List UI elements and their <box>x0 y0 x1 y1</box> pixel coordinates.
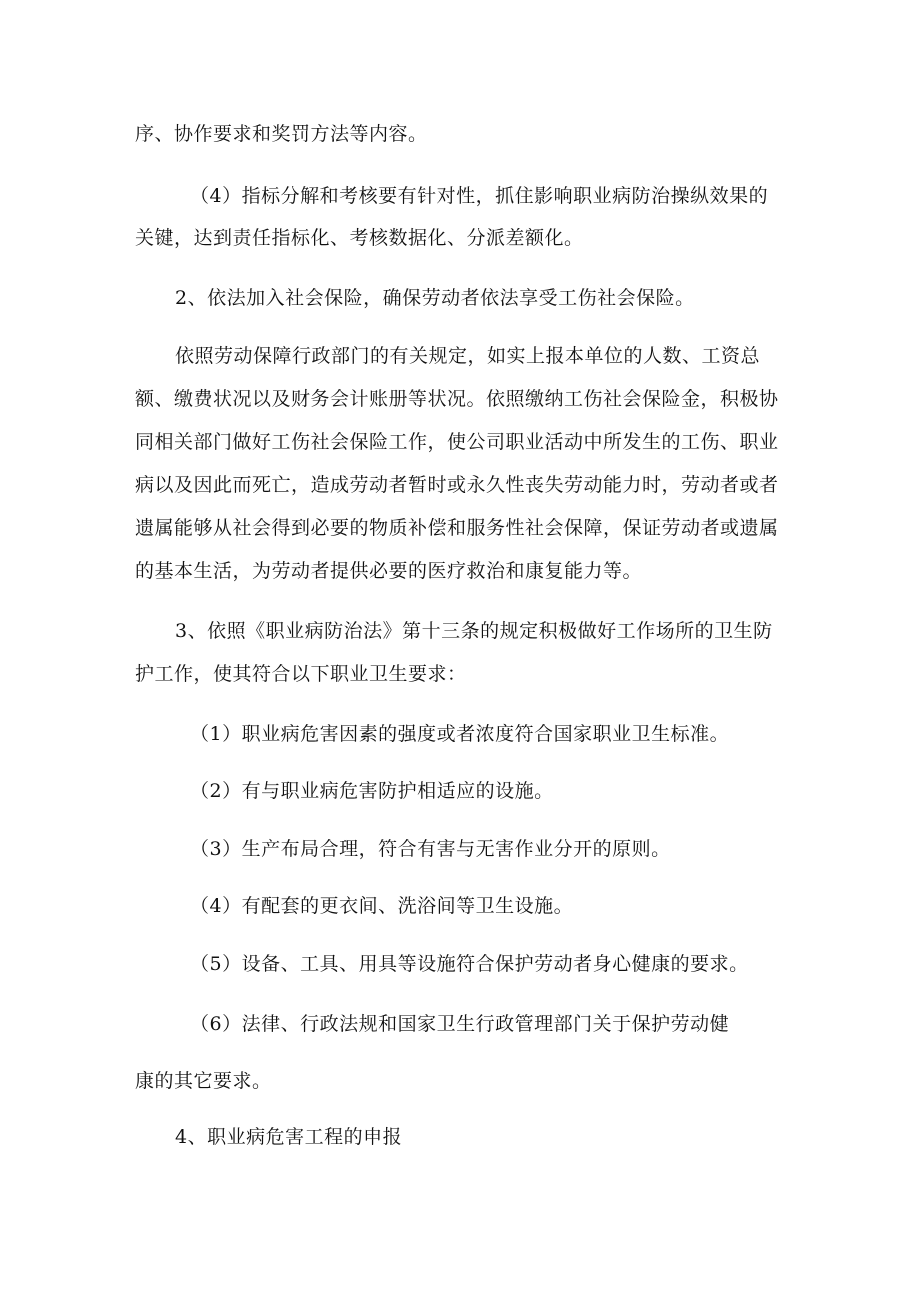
list-item: （5）设备、工具、用具等设施符合保护劳动者身心健康的要求。 <box>190 953 749 975</box>
text-line: 同相关部门做好工伤社会保险工作，使公司职业活动中所发生的工伤、职业 <box>135 431 779 453</box>
list-item: （1）职业病危害因素的强度或者浓度符合国家职业卫生标准。 <box>190 723 730 745</box>
text-line: 3、依照《职业病防治法》第十三条的规定积极做好工作场所的卫生防 <box>175 620 773 642</box>
list-item: （2）有与职业病危害防护相适应的设施。 <box>190 780 554 802</box>
text-line: 关键，达到责任指标化、考核数据化、分派差额化。 <box>135 227 584 249</box>
text-line: 护工作，使其符合以下职业卫生要求： <box>135 663 467 685</box>
list-item: （6）法律、行政法规和国家卫生行政管理部门关于保护劳动健 <box>190 1013 730 1035</box>
text-line: 病以及因此而死亡，造成劳动者暂时或永久性丧失劳动能力时，劳动者或者 <box>135 474 779 496</box>
text-line: 2、依法加入社会保险，确保劳动者依法享受工伤社会保险。 <box>175 287 695 309</box>
text-line: （4）指标分解和考核要有针对性，抓住影响职业病防治操纵效果的 <box>190 185 769 207</box>
text-line: 的基本生活，为劳动者提供必要的医疗救治和康复能力等。 <box>135 560 643 582</box>
text-line: 序、协作要求和奖罚方法等内容。 <box>135 123 428 145</box>
text-line: 康的其它要求。 <box>135 1070 272 1092</box>
text-line: 遗属能够从社会得到必要的物质补偿和服务性社会保障，保证劳动者或遗属 <box>135 517 779 539</box>
list-item: （3）生产布局合理，符合有害与无害作业分开的原则。 <box>190 838 671 860</box>
text-line: 依照劳动保障行政部门的有关规定，如实上报本单位的人数、工资总 <box>175 345 761 367</box>
list-item: （4）有配套的更衣间、洗浴间等卫生设施。 <box>190 895 574 917</box>
text-line: 额、缴费状况以及财务会计账册等状况。依照缴纳工伤社会保险金，积极协 <box>135 388 779 410</box>
section-heading: 4、职业病危害工程的申报 <box>175 1126 403 1148</box>
